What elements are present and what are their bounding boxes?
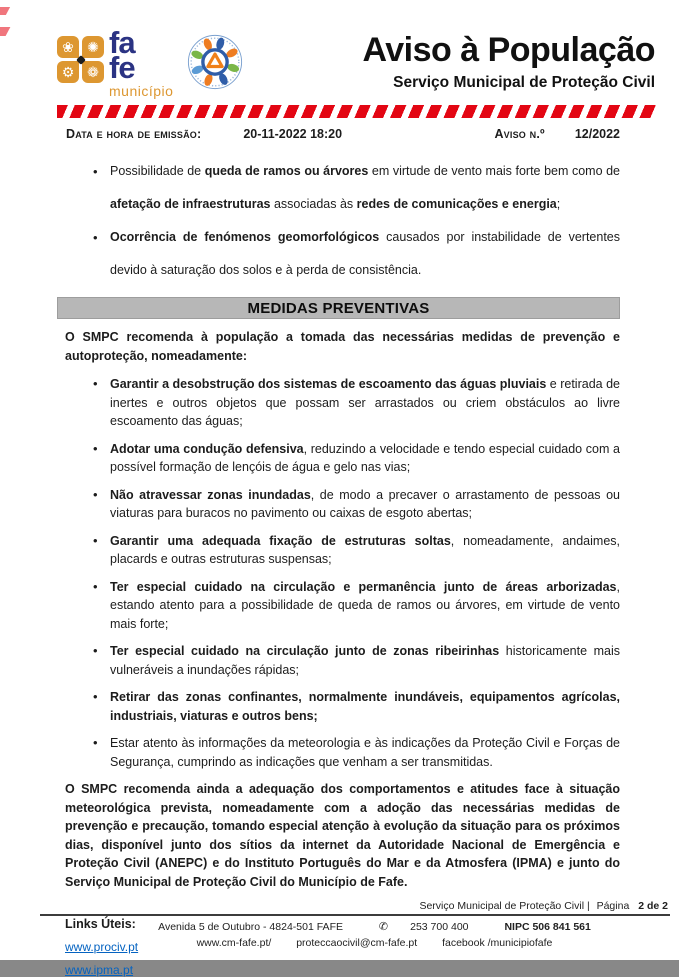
footer	[0, 900, 679, 951]
list-item: • Ocorrência de fenómenos geomorfológicos causados por instabilidade de vertentes devido à saturação dos solos e à perda de consistência.	[93, 221, 620, 287]
fafe-wordmark-bottom: fe	[109, 50, 135, 85]
list-item: • Garantir uma adequada fixação de estruturas soltas, nomeadamente, andaimes, placards e outras estruturas suspensas;	[93, 532, 620, 569]
list-item: • Não atravessar zonas inundadas, de modo a precaver o arrastamento de pessoas ou viaturas para buracos no pavimento ou caixas de esgoto abertas;	[93, 486, 620, 523]
fafe-tile-icon: ✺	[82, 36, 104, 58]
date-value: 20-11-2022 18:20	[243, 127, 343, 141]
measures-intro-paragraph: O SMPC recomenda à população a tomada das necessárias medidas de prevenção e autoproteção, nomeadamente:	[65, 330, 620, 363]
useful-link[interactable]: www.ipma.pt	[65, 963, 134, 977]
list-item: • Estar atento às informações da meteorologia e às indicações da Proteção Civil e Forças de Segurança, cumprindo as indicações que venham a ser transmitidas.	[93, 734, 620, 771]
aviso-value: 12/2022	[574, 127, 620, 141]
protecao-civil-emblem-icon	[187, 34, 243, 95]
footer-rule	[40, 914, 670, 916]
list-item: • Ter especial cuidado na circulação e permanência junto de áreas arborizadas, estando atento para a possibilidade de queda de ramos ou árvores, em virtude de vento mais forte;	[93, 578, 620, 634]
footer-nipc: NIPC 506 841 561	[504, 921, 591, 933]
hazard-stripe	[57, 105, 656, 118]
useful-link[interactable]: www.prociv.pt	[65, 940, 139, 954]
date-label: Data e hora de emissão:	[66, 127, 202, 141]
header	[0, 0, 679, 99]
list-item: • Possibilidade de queda de ramos ou árvores em virtude de vento mais forte bem como de afetação de infraestruturas associadas às redes de comunicações e energia;	[93, 155, 620, 221]
aviso-label: Aviso n.º	[494, 127, 545, 141]
phone-icon: ✆	[378, 921, 389, 933]
phone-number: 253 700 400	[410, 921, 469, 933]
intro-bullet-list	[65, 155, 620, 287]
meta-row	[0, 118, 679, 141]
footer-phone	[368, 921, 480, 933]
footer-address: Avenida 5 de Outubro - 4824-501 FAFE	[158, 921, 343, 933]
fafe-wordmark-top: fa	[109, 25, 135, 60]
links-label: Links Úteis:	[65, 917, 136, 931]
footer-facebook: facebook /municipiofafe	[442, 937, 553, 949]
footer-email: proteccaocivil@cm-fafe.pt	[296, 937, 418, 949]
fafe-wordmark-caption: município	[109, 83, 174, 99]
footer-page-value: 2 de 2	[638, 900, 668, 912]
list-item: • Garantir a desobstrução dos sistemas de escoamento das águas pluviais e retirada de inertes e outros objetos que possam ser arrastados ou criem obstáculos ao livre escoamento das águas;	[93, 375, 620, 431]
fafe-municipality-logo	[57, 36, 104, 83]
fafe-tile-icon: ❀	[57, 36, 79, 58]
section-bar	[57, 297, 620, 319]
list-item: • Ter especial cuidado na circulação junto de zonas ribeirinhas historicamente mais vulneráveis a inundações rápidas;	[93, 642, 620, 679]
measures-bullet-list	[65, 375, 620, 771]
aviso-group	[494, 127, 620, 141]
footer-website: www.cm-fafe.pt/	[196, 937, 272, 949]
fafe-wordmark	[109, 25, 174, 99]
footer-dept: Serviço Municipal de Proteção Civil |	[419, 900, 590, 912]
footer-contacts-line	[0, 935, 679, 951]
page-title: Aviso à População	[362, 31, 655, 69]
footer-page-info	[0, 900, 679, 912]
footer-address-line	[0, 919, 679, 935]
document-body	[0, 141, 679, 977]
fafe-tile-icon: ⚙	[57, 61, 79, 83]
list-item	[65, 963, 620, 977]
fafe-tile-icon: ❁	[82, 61, 104, 83]
footer-page-label: Página	[596, 900, 630, 912]
title-block	[362, 32, 655, 92]
logo-group	[57, 25, 243, 99]
closing-paragraph: O SMPC recomenda ainda a adequação dos comportamentos e atitudes face à situação meteorológica prevista, nomeadamente com a adoção das necessárias medidas de prevenção e precaução, tomando especial atenção à evolução da situação para os próximos dias, disponível junto dos sítios da internet da Autoridade Nacional de Emergência e Proteção Civil (ANEPC) e do Instituto Português do Mar e da Atmosfera (IPMA) e junto do Serviço Municipal de Proteção Civil do Município de Fafe.	[65, 782, 620, 889]
page-subtitle: Serviço Municipal de Proteção Civil	[393, 74, 655, 92]
section-title: MEDIDAS PREVENTIVAS	[247, 299, 430, 317]
list-item: • Adotar uma condução defensiva, reduzindo a velocidade e tendo especial cuidado com a possível formação de lençóis de água e gelo nas vias;	[93, 440, 620, 477]
list-item: • Retirar das zonas confinantes, normalmente inundáveis, equipamentos agrícolas, industriais, viaturas e outros bens;	[93, 688, 620, 725]
